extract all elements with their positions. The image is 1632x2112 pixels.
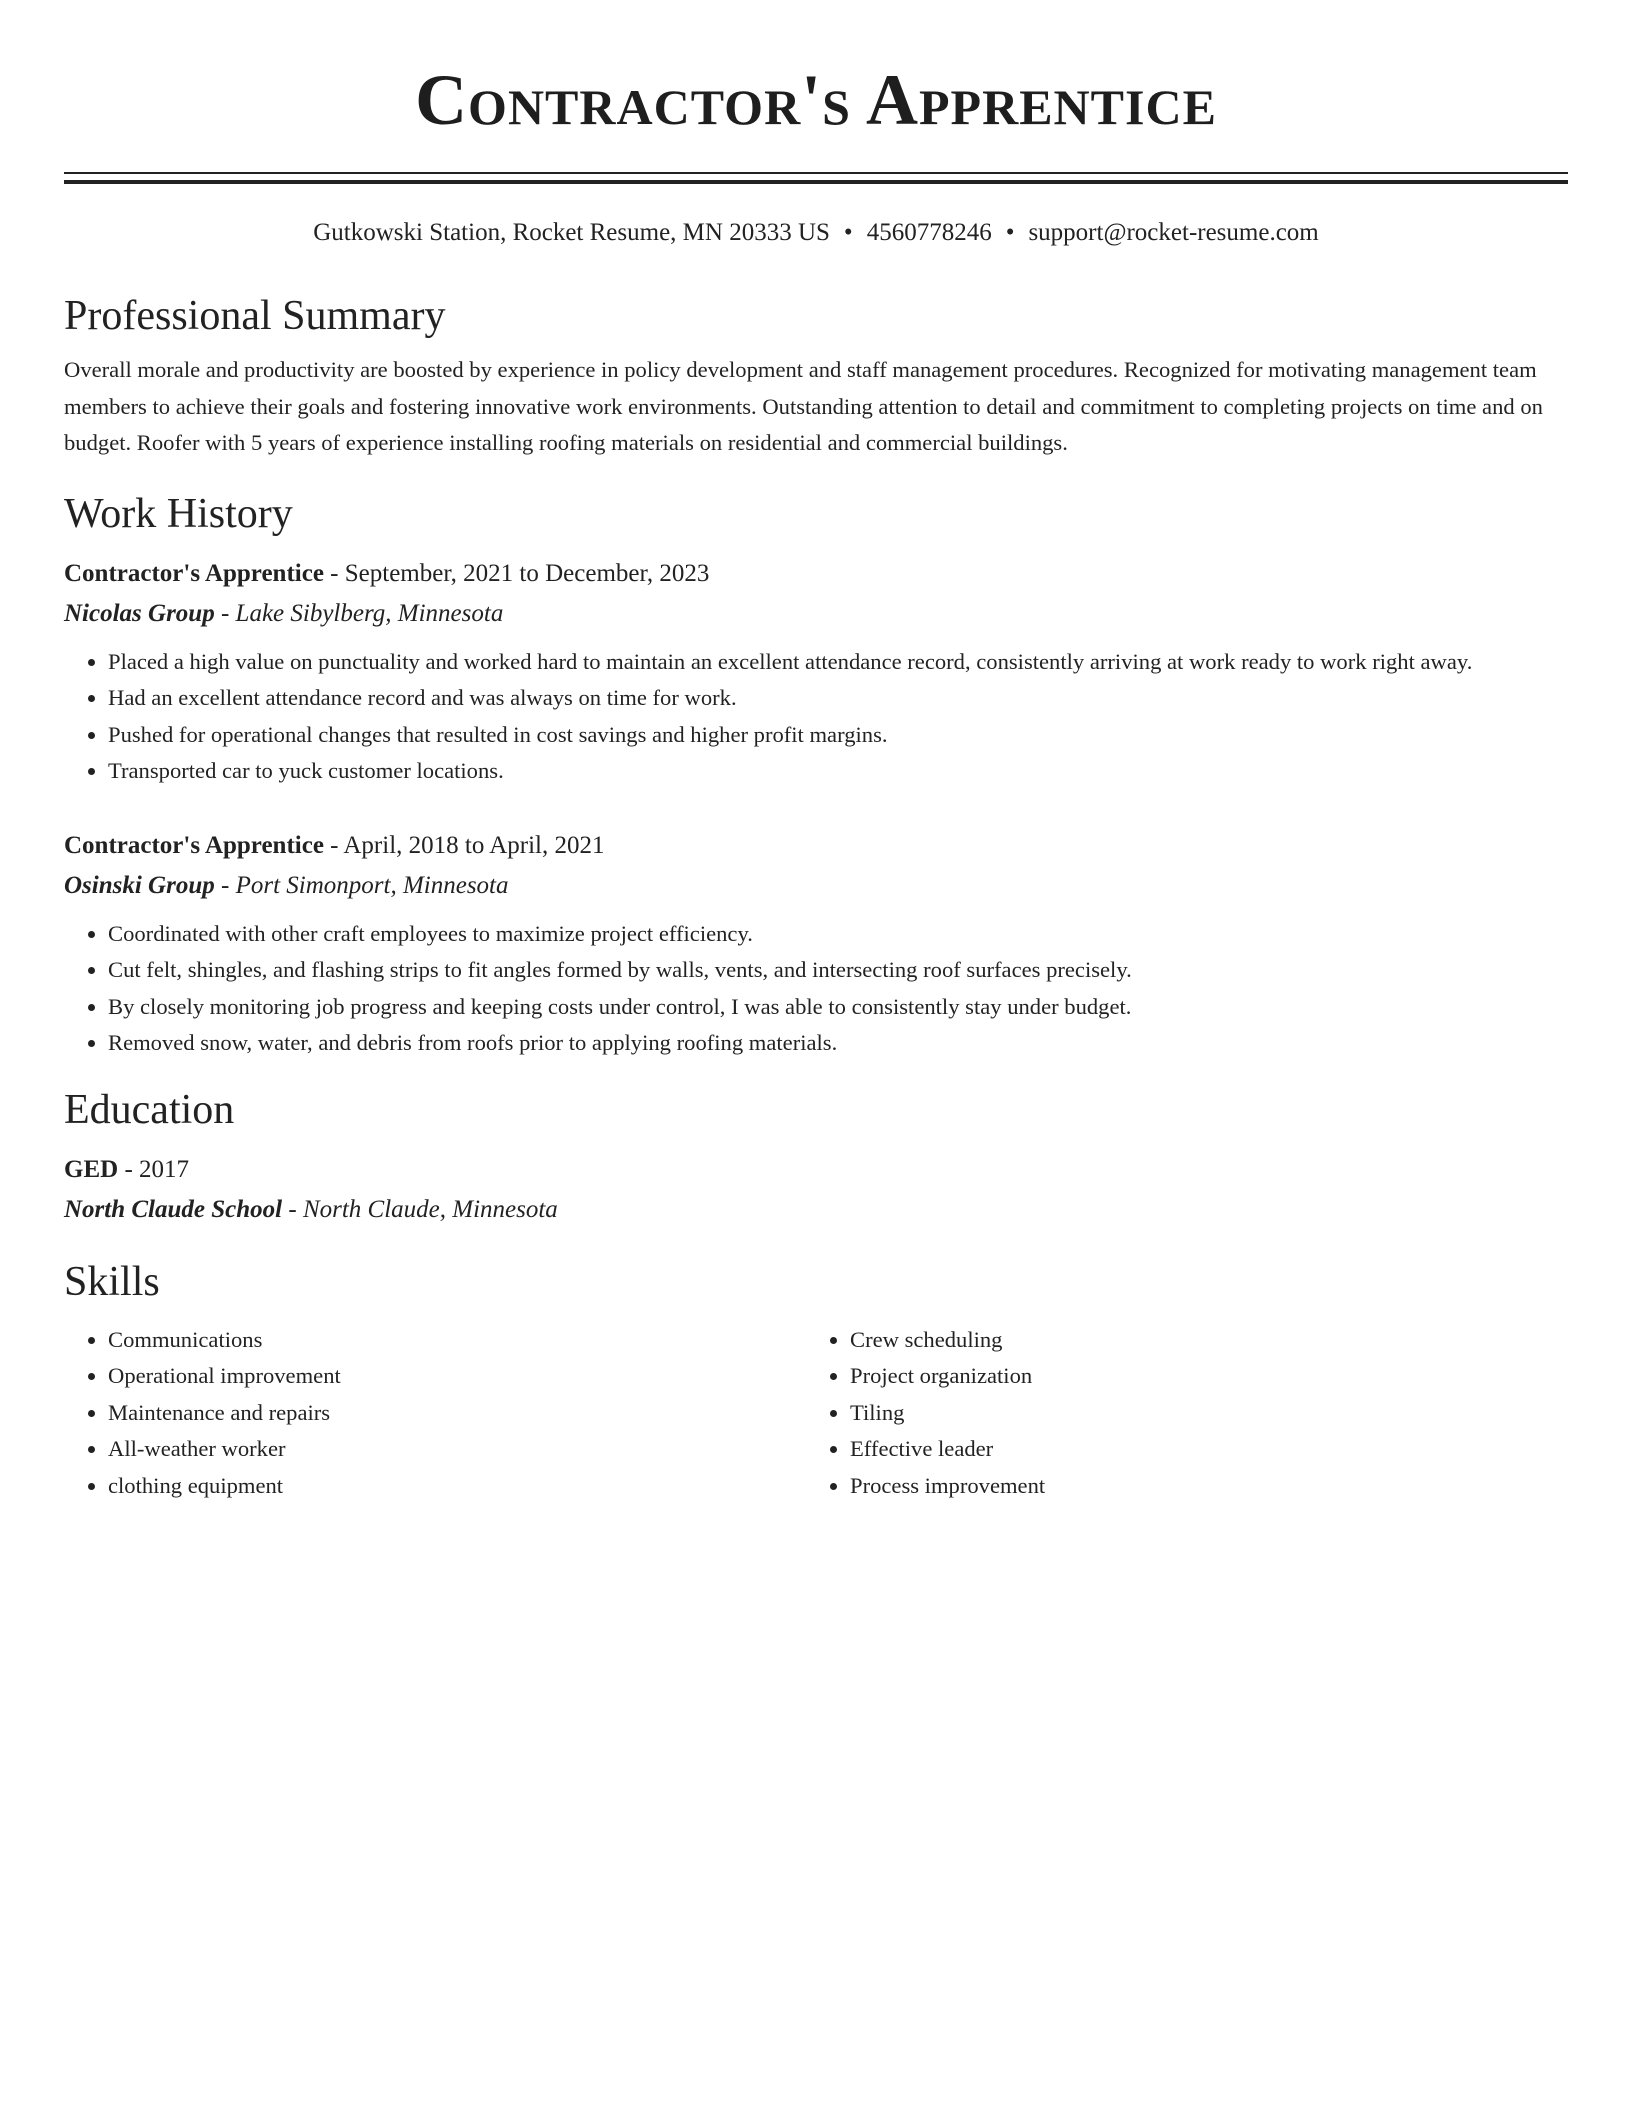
dash: -: [124, 1155, 133, 1183]
job-bullet: • By closely monitoring job progress and keeping costs under control, I was able to consistently stay under budget.: [108, 989, 1568, 1026]
education-entry: [64, 1150, 1568, 1230]
skills-column-left: [64, 1322, 806, 1505]
education-section: [64, 1084, 1568, 1230]
job-title: Contractor's Apprentice: [64, 831, 324, 859]
skill-item: • Crew scheduling: [850, 1322, 1548, 1359]
job-company-line: [64, 866, 1568, 906]
skill-item: • Communications: [108, 1322, 806, 1359]
section-heading-education: Education: [64, 1086, 235, 1133]
job-bullet: • Had an excellent attendance record and was always on time for work.: [108, 680, 1568, 717]
dash: -: [330, 831, 339, 859]
job-title-line: [64, 554, 1568, 594]
contact-phone: 4560778246: [866, 219, 992, 246]
professional-summary-section: [64, 290, 1568, 462]
job-bullets: [64, 644, 1568, 790]
job-entry: [64, 554, 1568, 790]
skill-item: • Tiling: [850, 1395, 1548, 1432]
header-divider: [64, 172, 1568, 184]
job-dates: April, 2018 to April, 2021: [343, 831, 605, 859]
dash: -: [288, 1195, 297, 1223]
section-heading-summary: Professional Summary: [64, 293, 446, 339]
job-bullet: • Cut felt, shingles, and flashing strips to fit angles formed by walls, vents, and intersecting roof surfaces precisely.: [108, 952, 1568, 989]
skill-item: • Process improvement: [850, 1468, 1548, 1505]
job-company-line: [64, 594, 1568, 634]
dash: -: [221, 871, 230, 899]
job-bullets: [64, 916, 1568, 1062]
section-heading-skills: Skills: [64, 1258, 160, 1305]
job-location: Port Simonport, Minnesota: [235, 871, 509, 899]
skills-list-left: [64, 1322, 806, 1505]
job-bullet: • Removed snow, water, and debris from roofs prior to applying roofing materials.: [108, 1025, 1568, 1062]
job-bullet: • Coordinated with other craft employees to maximize project efficiency.: [108, 916, 1568, 953]
school-location: North Claude, Minnesota: [302, 1195, 558, 1223]
school-name: North Claude School: [64, 1195, 283, 1223]
job-dates: September, 2021 to December, 2023: [344, 559, 710, 587]
school-line: [64, 1190, 1568, 1230]
skill-item: • clothing equipment: [108, 1468, 806, 1505]
degree-line: [64, 1150, 1568, 1190]
job-entry: [64, 826, 1568, 1062]
dash: -: [330, 559, 339, 587]
skills-section: [64, 1256, 1568, 1505]
skill-item: • Effective leader: [850, 1431, 1548, 1468]
degree: GED: [64, 1155, 119, 1183]
contact-address: Gutkowski Station, Rocket Resume, MN 20333 US: [313, 219, 830, 246]
job-bullet: • Pushed for operational changes that resulted in cost savings and higher profit margins.: [108, 717, 1568, 754]
job-title: Contractor's Apprentice: [64, 559, 324, 587]
summary-text: Overall morale and productivity are boosted by experience in policy development and staff management procedures. Recognized for motivating management team members to achieve their goals and fostering innovative work environments. Outstanding attention to detail and commitment to completing projects on time and on budget. Roofer with 5 years of experience installing roofing materials on residential and commercial buildings.: [64, 357, 1543, 455]
contact-email: support@rocket-resume.com: [1028, 219, 1319, 246]
skills-grid: [64, 1322, 1568, 1505]
work-history-section: [64, 488, 1568, 1062]
dash: -: [220, 599, 230, 627]
job-bullet: • Transported car to yuck customer locations.: [108, 753, 1568, 790]
contact-separator: •: [843, 219, 853, 246]
skill-item: • Project organization: [850, 1358, 1548, 1395]
job-company: Nicolas Group: [64, 599, 215, 627]
skill-item: • Operational improvement: [108, 1358, 806, 1395]
skill-item: • All-weather worker: [108, 1431, 806, 1468]
contact-separator: •: [1005, 219, 1015, 246]
skills-column-right: [806, 1322, 1548, 1505]
section-heading-work: Work History: [64, 490, 293, 537]
job-bullet: • Placed a high value on punctuality and worked hard to maintain an excellent attendance record, consistently arriving at work ready to work right away.: [108, 644, 1568, 681]
contact-line: [64, 216, 1568, 250]
job-company: Osinski Group: [64, 871, 215, 899]
skills-list-right: [806, 1322, 1548, 1505]
skill-item: • Maintenance and repairs: [108, 1395, 806, 1432]
job-location: Lake Sibylberg, Minnesota: [235, 599, 504, 627]
candidate-name: Contractor's Apprentice: [415, 60, 1217, 140]
job-title-line: [64, 826, 1568, 866]
graduation-year: 2017: [139, 1155, 190, 1183]
